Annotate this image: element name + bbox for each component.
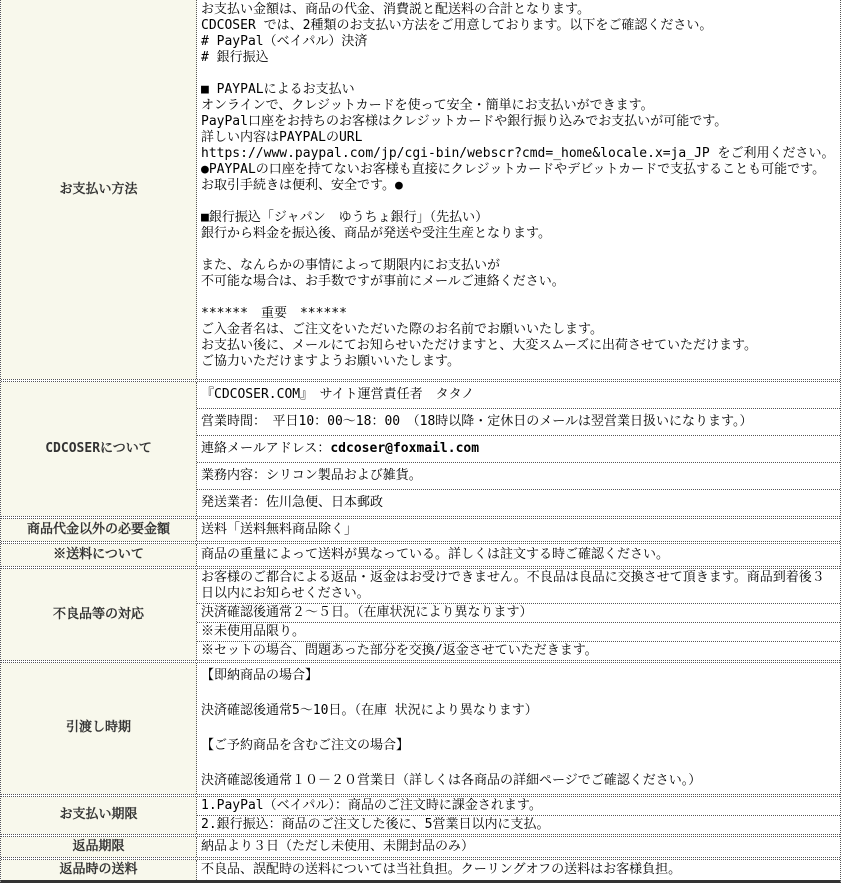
content-cell <box>197 622 840 641</box>
row-content <box>197 519 840 541</box>
content-cell <box>197 489 840 516</box>
text-line: また、なんらかの事情によって期限内にお支払いが <box>201 258 501 273</box>
row-content <box>197 382 840 516</box>
text-line: オンラインで、クレジットカードを使って安全・簡単にお支払いができます。 <box>201 98 654 113</box>
table-row <box>1 662 840 795</box>
text-line: 決済確認後通常２～５日。（在庫状況により異なります） <box>201 605 533 620</box>
text-line <box>201 755 836 773</box>
text-line: 不良品、誤配時の送料については当社負担。クーリングオフの送料はお客様負担。 <box>201 861 682 877</box>
text-line: 発送業者：佐川急便、日本郵政 <box>201 495 384 510</box>
text-line: ■銀行振込「ジャパン ゆうちょ銀行」（先払い） <box>201 210 489 225</box>
row-label: CDCOSERについて <box>1 382 197 516</box>
table-row <box>1 543 840 567</box>
text-line <box>201 685 836 703</box>
row-content <box>197 663 840 794</box>
content-cell <box>197 860 840 880</box>
text-line: 詳しい内容はPAYPALのURL <box>201 130 363 145</box>
text-line: # PayPal（ベイパル）決済 <box>201 34 368 49</box>
text-line: PayPal口座をお持ちのお客様はクレジットカードや銀行振り込みでお支払いが可能です。 <box>201 114 728 129</box>
text-line: 納品より３日（ただし未使用、未開封品のみ） <box>201 838 475 854</box>
text-line <box>201 194 836 210</box>
row-content <box>197 860 840 880</box>
text-line: 1.PayPal（ベイパル）：商品のご注文時に課金されます。 <box>201 797 542 813</box>
text-line: ※未使用品限り。 <box>201 624 306 639</box>
text-line: # 銀行振込 <box>201 50 269 65</box>
text-line: ****** 重要 ****** <box>201 306 347 321</box>
row-content <box>197 569 840 660</box>
content-cell <box>197 815 840 834</box>
text-line: ご入金者名は、ご注文をいただいた際のお名前でお願いいたします。 <box>201 322 603 337</box>
table-row <box>1 568 840 661</box>
table-row <box>1 836 840 858</box>
text-line: お客様のご都合による返品・返金はお受けできません。不良品は良品に交換させて頂きます。商品到着後３日以内にお知らせください。 <box>201 570 825 601</box>
text-line: 決済確認後通常１０－２０営業日（詳しくは各商品の詳細ページでご確認ください。） <box>201 773 702 788</box>
text-line <box>201 441 836 457</box>
email-address: cdcoser@foxmail.com <box>330 441 480 456</box>
row-label: 返品時の送料 <box>1 860 197 880</box>
text-line <box>201 290 836 306</box>
table-row <box>1 381 840 517</box>
text-line: https://www.paypal.com/jp/cgi-bin/webscr?cmd=_home&locale.x=ja_JP をご利用ください。 <box>201 146 835 161</box>
text-line: 決済確認後通常5～10日。（在庫 状況により異なります） <box>201 703 538 718</box>
row-label: 引渡し時期 <box>1 663 197 794</box>
text-line: お支払い後に、メールにてお知らせいただけますと、大変スムーズに出荷させていただけます。 <box>201 338 758 353</box>
content-cell <box>197 519 840 541</box>
row-content <box>197 0 840 379</box>
content-cell <box>197 462 840 489</box>
row-label: 不良品等の対応 <box>1 569 197 660</box>
table-row <box>1 518 840 542</box>
content-cell <box>197 544 840 566</box>
row-content <box>197 837 840 857</box>
table-row <box>1 859 840 880</box>
text-line <box>201 66 836 82</box>
content-cell <box>197 382 840 408</box>
row-content <box>197 797 840 834</box>
text-line: 営業時間： 平日10：00～18：00 （18時以降・定休日のメールは翌営業日扱いになります。） <box>201 414 753 429</box>
content-cell <box>197 603 840 622</box>
text-line: 業務内容：シリコン製品および雑貨。 <box>201 468 422 483</box>
text-line: 【即納商品の場合】 <box>201 668 319 683</box>
row-label: 返品期限 <box>1 837 197 857</box>
text-line <box>201 242 836 258</box>
text-line: 【ご予約商品を含むご注文の場合】 <box>201 738 410 753</box>
text-line: 銀行から料金を振込後、商品が発送や受注生産となります。 <box>201 226 551 241</box>
content-cell <box>197 435 840 462</box>
text-line: お取引手続きは便利、安全です。● <box>201 178 403 193</box>
text-line: 不可能な場合は、お手数ですが事前にメールご連絡ください。 <box>201 274 565 289</box>
text-line: CDCOSER では、2種類のお支払い方法をご用意しております。以下をご確認ください。 <box>201 18 713 33</box>
row-label: お支払い期限 <box>1 797 197 834</box>
row-content <box>197 544 840 566</box>
text-line: 2.銀行振込：商品のご注文した後に、5営業日以内に支払。 <box>201 816 550 832</box>
content-cell <box>197 797 840 815</box>
table-row <box>1 0 840 380</box>
content-cell <box>197 837 840 857</box>
text-line: 『CDCOSER.COM』 サイト運営責任者 タタノ <box>201 387 475 402</box>
content-cell <box>197 663 840 794</box>
content-cell <box>197 569 840 603</box>
row-label: 商品代金以外の必要金額 <box>1 519 197 541</box>
text-line: 送料「送料無料商品除く」 <box>201 522 358 537</box>
text-line: お支払い金額は、商品の代金、消費説と配送料の合計となります。 <box>201 2 590 17</box>
row-label: お支払い方法 <box>1 0 197 379</box>
text-line: ご協力いただけますようお願いいたします。 <box>201 354 460 369</box>
table-row <box>1 796 840 835</box>
text-line: ●PAYPALの口座を持てないお客様も直接にクレジットカードやデビットカードで支払することも可能です。 <box>201 162 826 177</box>
content-cell <box>197 641 840 660</box>
text-line <box>201 720 836 738</box>
content-cell <box>197 0 840 379</box>
content-cell <box>197 408 840 435</box>
text-line: 商品の重量によって送料が異なっている。詳しくは註文する時ご確認ください。 <box>201 547 670 562</box>
text-span: 連絡メールアドレス： <box>201 441 331 456</box>
text-line: ※セットの場合、問題あった部分を交換/返金させていただきます。 <box>201 643 598 658</box>
row-label: ※送料について <box>1 544 197 566</box>
text-line: ■ PAYPALによるお支払い <box>201 82 355 97</box>
